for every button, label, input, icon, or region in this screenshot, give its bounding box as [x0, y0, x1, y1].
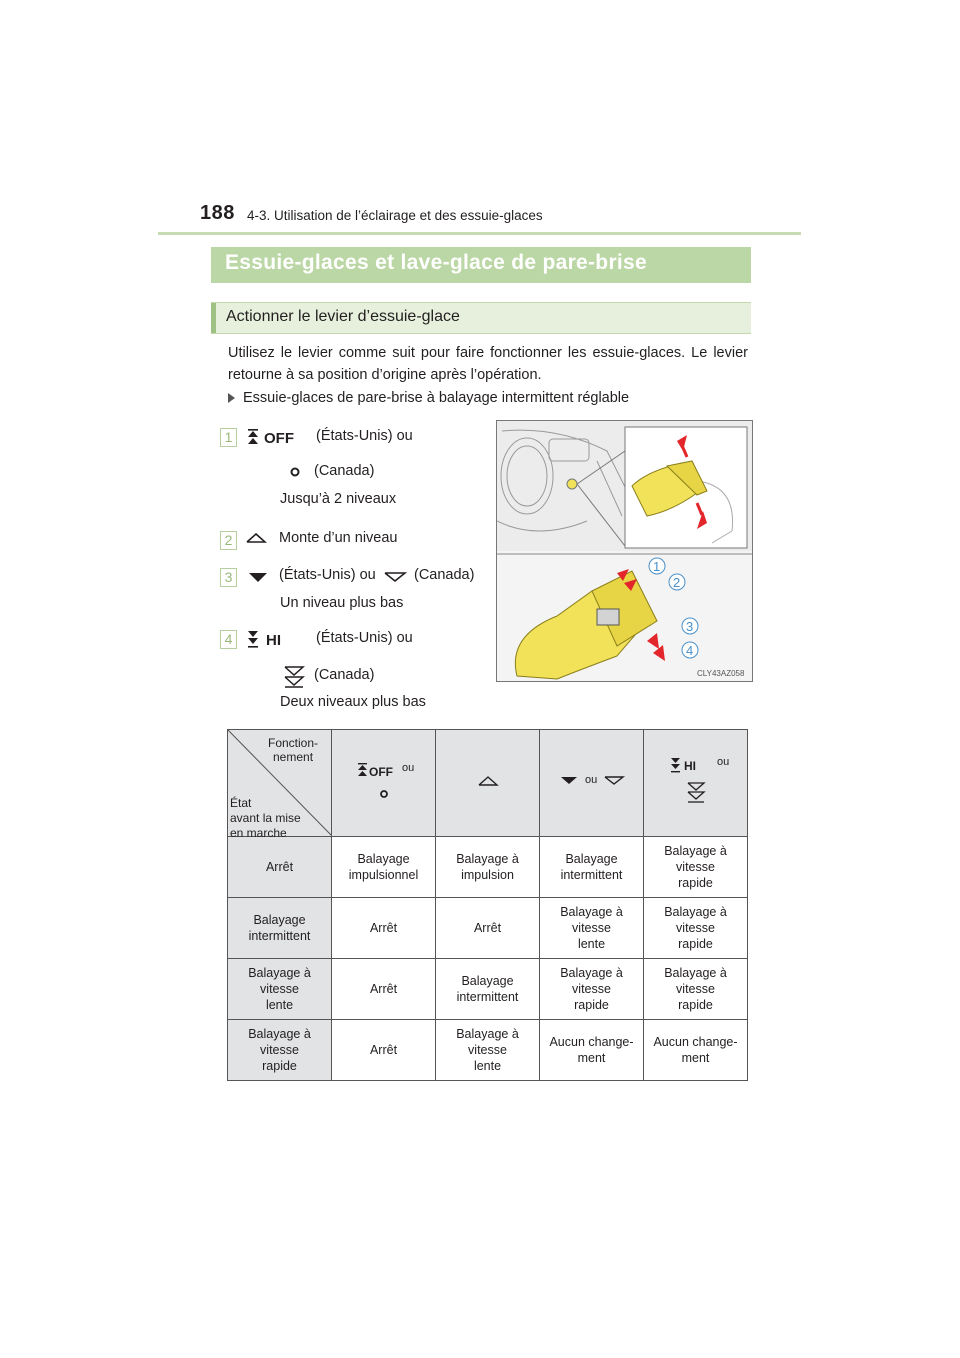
item-number-3: 3 — [220, 568, 237, 587]
item-4-text-us: (États-Unis) ou — [316, 630, 413, 646]
row-state: Balayage à vitesse lente — [228, 959, 332, 1020]
table-corner-cell — [228, 730, 332, 840]
header-hi-icons — [651, 753, 741, 809]
header-cell-hi — [644, 730, 748, 837]
header-hi-or: ou — [716, 756, 729, 768]
table-row — [228, 959, 748, 1020]
section-banner — [211, 247, 751, 283]
double-down-outline-icon — [282, 665, 306, 689]
table-cell: Aucun change- ment — [644, 1020, 748, 1081]
row-state: Balayage à vitesse rapide — [228, 1020, 332, 1081]
callout-1: 1 — [653, 559, 661, 574]
hi-label: HI — [266, 632, 281, 649]
header-down-or: ou — [584, 774, 597, 786]
item-4-description: Deux niveaux plus bas — [280, 694, 426, 710]
page-number: 188 — [200, 202, 235, 224]
table-cell: Balayage intermittent — [540, 837, 644, 898]
item-4-text-canada: (Canada) — [314, 667, 375, 683]
intro-paragraph: Utilisez le levier comme suit pour faire fonctionner les essuie-glaces. Le levier retourne à sa position d’origine après l’opération. — [228, 345, 748, 383]
item-1-text-canada: (Canada) — [314, 463, 375, 479]
callout-3: 3 — [686, 619, 694, 634]
table-header-row — [228, 730, 748, 837]
item-number-1: 1 — [220, 428, 237, 447]
section-title: Essuie-glaces et lave-glace de pare-brise — [225, 251, 648, 274]
table-cell: Aucun change- ment — [540, 1020, 644, 1081]
item-3-description: Un niveau plus bas — [280, 595, 404, 611]
item-1-description: Jusqu’à 2 niveaux — [280, 491, 397, 507]
bullet-text: Essuie-glaces de pare-brise à balayage intermittent réglable — [243, 390, 630, 406]
mist-circle-icon — [289, 466, 301, 478]
item-3-text-canada: (Canada) — [414, 567, 475, 583]
high-speed-icon — [246, 629, 292, 649]
header-hi-label: HI — [683, 759, 696, 773]
table-row — [228, 898, 748, 959]
header-up-chevron-icon — [477, 775, 499, 787]
header-cell-off — [332, 730, 436, 837]
off-label: OFF — [264, 430, 294, 446]
table-cell: Arrêt — [332, 898, 436, 959]
item-number-4: 4 — [220, 630, 237, 649]
figure-code: CLY43AZ058 — [697, 669, 745, 678]
item-2-text: Monte d’un niveau — [279, 530, 398, 546]
table-cell: Balayage à vitesse lente — [540, 898, 644, 959]
down-outline-triangle-icon — [383, 571, 407, 583]
item-number-2: 2 — [220, 531, 237, 550]
bullet-triangle-icon — [228, 393, 235, 403]
chapter-title: 4-3. Utilisation de l’éclairage et des essuie-glaces — [247, 208, 543, 223]
corner-state-label: État avant la mise en marche — [230, 796, 301, 840]
row-state: Arrêt — [228, 837, 332, 898]
up-chevron-icon — [245, 532, 267, 544]
header-off-label: OFF — [368, 765, 393, 779]
header-down-icons — [547, 771, 637, 791]
table-cell: Balayage à vitesse rapide — [644, 837, 748, 898]
subsection-banner — [211, 302, 751, 334]
header-cell-up — [436, 730, 540, 837]
table-cell: Balayage à vitesse rapide — [644, 898, 748, 959]
down-filled-triangle-icon — [248, 572, 268, 584]
figure-drawing — [497, 421, 752, 681]
subsection-accent-bar — [211, 303, 216, 333]
header-off-or: ou — [401, 762, 414, 774]
wiper-lever-illustration — [496, 420, 753, 682]
table-cell: Arrêt — [332, 959, 436, 1020]
subsection-title: Actionner le levier d’essuie-glace — [226, 308, 460, 325]
table-cell: Balayage à vitesse rapide — [540, 959, 644, 1020]
callout-4: 4 — [686, 643, 694, 658]
header-cell-down — [540, 730, 644, 837]
item-3-text-us: (États-Unis) ou — [279, 567, 376, 583]
mist-off-icon — [246, 428, 300, 446]
header-rule — [158, 232, 801, 235]
callout-2: 2 — [673, 575, 681, 590]
table-cell: Balayage à vitesse lente — [436, 1020, 540, 1081]
header-off-icons — [339, 756, 429, 806]
table-cell: Arrêt — [332, 1020, 436, 1081]
corner-function-label: Fonction- nement — [268, 736, 319, 764]
item-1-text-us: (États-Unis) ou — [316, 428, 413, 444]
table-cell: Arrêt — [436, 898, 540, 959]
table-cell: Balayage à impulsion — [436, 837, 540, 898]
table-row — [228, 837, 748, 898]
table-cell: Balayage impulsionnel — [332, 837, 436, 898]
table-cell: Balayage intermittent — [436, 959, 540, 1020]
row-state: Balayage intermittent — [228, 898, 332, 959]
wiper-operation-table — [227, 729, 748, 1081]
table-row — [228, 1020, 748, 1081]
table-cell: Balayage à vitesse rapide — [644, 959, 748, 1020]
